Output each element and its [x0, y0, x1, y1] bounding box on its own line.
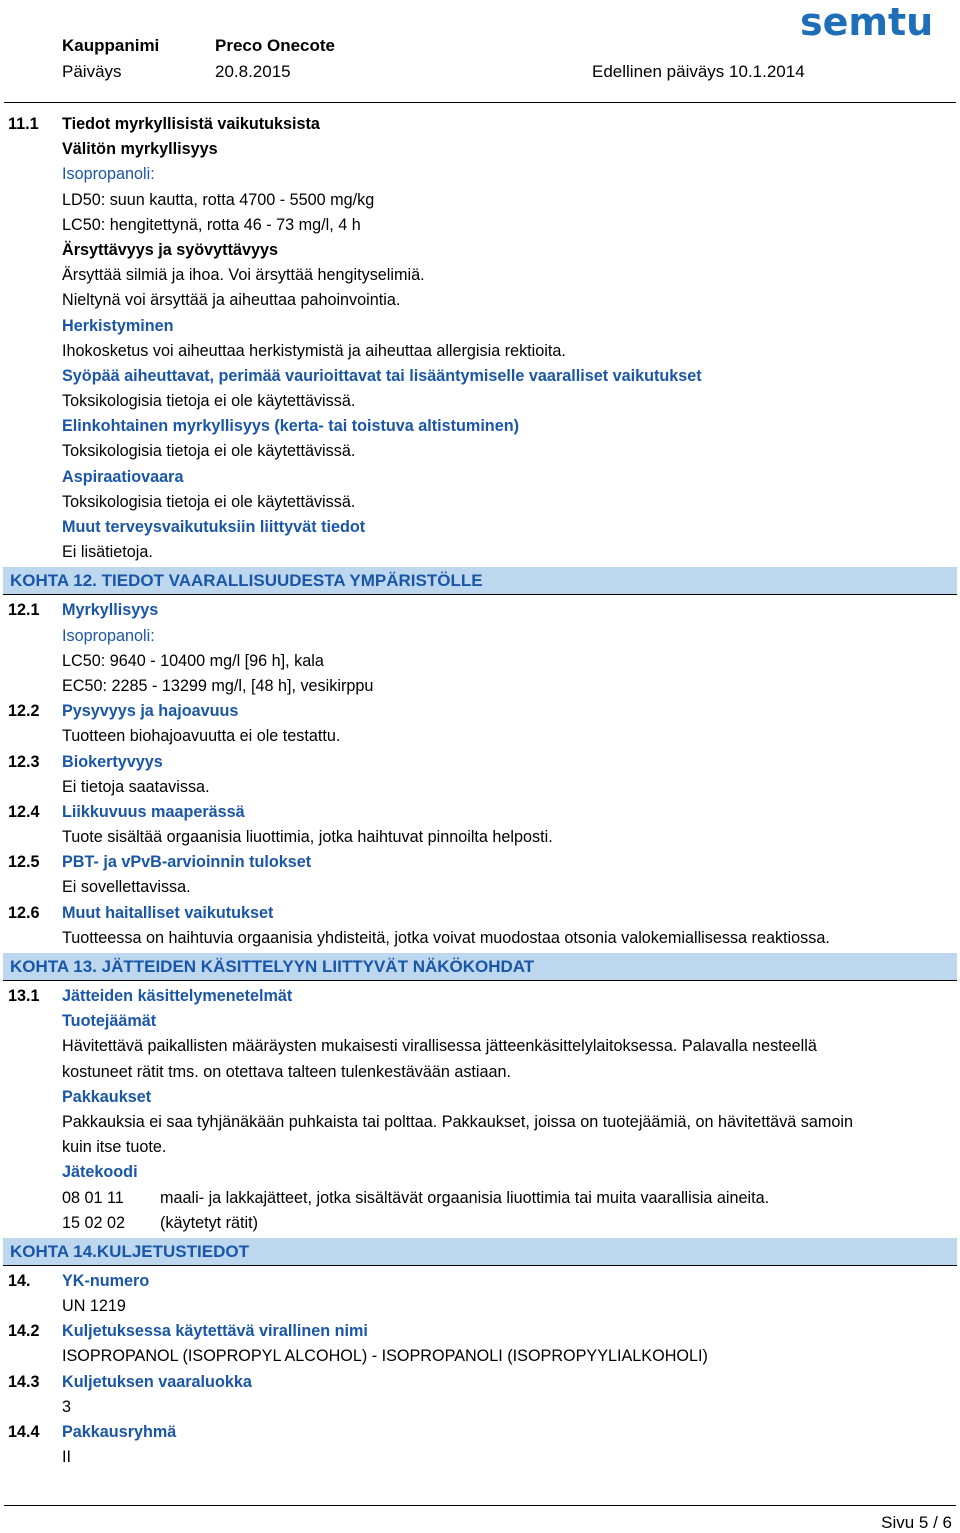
section-number: 14.3	[8, 1372, 40, 1391]
section-number: 12.3	[8, 752, 40, 771]
seller-label: Kauppanimi	[62, 36, 160, 55]
page-number: Sivu 5 / 6	[881, 1513, 952, 1532]
semtu-logo: semtu	[800, 0, 934, 44]
body-text: kostuneet rätit tms. on otettava talteen tulenkestävään astiaan.	[62, 1062, 512, 1081]
body-text: EC50: 2285 - 13299 mg/l, [48 h], vesikirppu	[62, 676, 374, 695]
subsection-title: Kuljetuksen vaaraluokka	[62, 1372, 252, 1391]
subsection-title: Jätteiden käsittelymenetelmät	[62, 987, 293, 1005]
subheading: Muut terveysvaikutuksiin liittyvät tiedot	[62, 518, 366, 536]
subheading: Tuotejäämät	[62, 1012, 157, 1031]
body-text: Tuote sisältää orgaanisia liuottimia, jotka haihtuvat pinnoilta helposti.	[62, 828, 553, 847]
previous-date: Edellinen päiväys 10.1.2014	[592, 62, 805, 81]
body-text: Toksikologisia tietoja ei ole käytettävissä.	[62, 442, 356, 461]
substance-label: Isopropanoli:	[62, 626, 155, 645]
subheading: Syöpää aiheuttavat, perimää vaurioittavat tai lisääntymiselle vaaralliset vaikutukset	[62, 366, 702, 385]
body-text: UN 1219	[62, 1297, 126, 1316]
section-number: 14.	[8, 1271, 31, 1290]
header-divider	[4, 102, 956, 103]
section-number: 14.4	[8, 1423, 40, 1441]
subsection-title: Kuljetuksessa käytettävä virallinen nimi	[62, 1322, 368, 1341]
body-text: LC50: hengitettynä, rotta 46 - 73 mg/l, 4 h	[62, 215, 361, 234]
body-text: 3	[62, 1397, 72, 1416]
section-number: 12.2	[8, 702, 40, 721]
substance-label: Isopropanoli:	[62, 165, 155, 184]
subsection-title: Liikkuvuus maaperässä	[62, 802, 245, 821]
footer-divider	[4, 1505, 956, 1506]
waste-code: 08 01 11	[62, 1188, 124, 1207]
waste-code-description: maali- ja lakkajätteet, jotka sisältävät orgaanisia liuottimia tai muita vaarallisia aineita.	[160, 1188, 770, 1207]
subheading: Jätekoodi	[62, 1163, 138, 1182]
subsection-title: YK-numero	[62, 1271, 150, 1290]
subheading: Välitön myrkyllisyys	[62, 140, 218, 159]
subheading: Herkistyminen	[62, 316, 174, 335]
body-text: Ei sovellettavissa.	[62, 878, 191, 897]
section-number: 13.1	[8, 987, 40, 1005]
body-text: II	[62, 1448, 71, 1467]
section-number: 12.6	[8, 903, 40, 922]
section-number: 14.2	[8, 1322, 40, 1341]
subheading: Ärsyttävyys ja syövyttävyys	[62, 240, 278, 259]
body-text: Tuotteessa on haihtuvia orgaanisia yhdisteitä, jotka voivat muodostaa otsonia valokemiallisessa reaktiossa.	[62, 928, 830, 947]
section-12-heading: KOHTA 12. TIEDOT VAARALLISUUDESTA YMPÄRISTÖLLE	[3, 567, 957, 595]
subheading: Elinkohtainen myrkyllisyys (kerta- tai toistuva altistuminen)	[62, 417, 519, 436]
body-text: Ärsyttää silmiä ja ihoa. Voi ärsyttää hengityselimiä.	[62, 266, 425, 285]
section-13-heading: KOHTA 13. JÄTTEIDEN KÄSITTELYYN LIITTYVÄT NÄKÖKOHDAT	[3, 953, 957, 981]
section-title: Tiedot myrkyllisistä vaikutuksista	[62, 115, 320, 133]
waste-code-row	[0, 1186, 960, 1211]
body-text: Pakkauksia ei saa tyhjänäkään puhkaista tai polttaa. Pakkaukset, joissa on tuotejäämiä, on hävitettävä samoin	[62, 1112, 853, 1131]
section-number: 12.4	[8, 802, 40, 821]
body-text: LD50: suun kautta, rotta 4700 - 5500 mg/kg	[62, 190, 375, 209]
body-text: Ei lisätietoja.	[62, 543, 153, 562]
section-14-heading: KOHTA 14.KULJETUSTIEDOT	[3, 1238, 957, 1266]
date-label: Päiväys	[62, 62, 122, 81]
subsection-title: Pysyvyys ja hajoavuus	[62, 702, 239, 721]
waste-code-row	[0, 1211, 960, 1236]
document-body	[0, 112, 960, 1470]
waste-code: 15 02 02	[62, 1213, 126, 1232]
body-text: Ei tietoja saatavissa.	[62, 777, 210, 796]
subsection-title: Myrkyllisyys	[62, 601, 159, 620]
subsection-title: Muut haitalliset vaikutukset	[62, 903, 274, 922]
subsection-title: PBT- ja vPvB-arvioinnin tulokset	[62, 853, 312, 872]
subsection-title: Pakkausryhmä	[62, 1423, 177, 1441]
section-number: 12.5	[8, 853, 40, 872]
body-text: Toksikologisia tietoja ei ole käytettävissä.	[62, 492, 356, 511]
waste-code-description: (käytetyt rätit)	[160, 1213, 259, 1232]
body-text: Tuotteen biohajoavuutta ei ole testattu.	[62, 727, 341, 746]
body-text: ISOPROPANOL (ISOPROPYL ALCOHOL) - ISOPROPANOLI (ISOPROPYYLIALKOHOLI)	[62, 1347, 708, 1366]
body-text: Ihokosketus voi aiheuttaa herkistymistä ja aiheuttaa allergisia rektioita.	[62, 341, 566, 360]
section-number: 12.1	[8, 601, 40, 620]
date-value: 20.8.2015	[215, 62, 291, 81]
subheading: Pakkaukset	[62, 1087, 152, 1106]
body-text: Toksikologisia tietoja ei ole käytettävissä.	[62, 392, 356, 411]
subsection-title: Biokertyvyys	[62, 752, 163, 771]
body-text: LC50: 9640 - 10400 mg/l [96 h], kala	[62, 651, 324, 670]
body-text: Nieltynä voi ärsyttää ja aiheuttaa pahoinvointia.	[62, 291, 401, 310]
subheading: Aspiraatiovaara	[62, 467, 184, 486]
product-name: Preco Onecote	[215, 36, 335, 55]
body-text: kuin itse tuote.	[62, 1138, 167, 1157]
body-text: Hävitettävä paikallisten määräysten mukaisesti virallisessa jätteenkäsittelylaitoksessa. Palavalla nesteellä	[62, 1037, 817, 1056]
section-number: 11.1	[8, 115, 39, 133]
